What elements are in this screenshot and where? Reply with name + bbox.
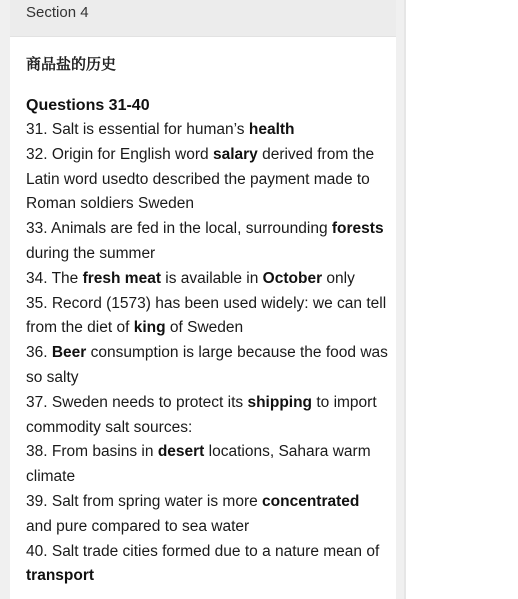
question-text: only (322, 269, 355, 287)
question-item (26, 440, 388, 490)
question-item (26, 391, 388, 441)
question-item (26, 540, 388, 590)
question-text: derived from the Latin word usedto described the payment made to Roman soldiers Sweden (26, 145, 375, 213)
question-text: 38. From basins in (26, 443, 158, 461)
section-title: Section 4 (26, 4, 89, 21)
question-text: during the summer (26, 244, 156, 262)
question-text: and pure compared to sea water (26, 517, 250, 535)
answer-keyword: Beer (51, 344, 87, 362)
answer-keyword: king (133, 319, 166, 337)
question-text: 36. (26, 344, 52, 362)
question-text: 31. Salt is essential for human’s (26, 121, 249, 138)
question-item (26, 341, 388, 391)
question-text: 34. The (26, 269, 83, 287)
question-text: 39. Salt from spring water is more (26, 492, 263, 510)
question-content (26, 52, 388, 589)
question-item (26, 267, 388, 292)
question-text: consumption is large because the food was so salty (26, 344, 388, 386)
question-text: to import commodity salt sources: (26, 393, 377, 436)
question-item (26, 118, 388, 143)
question-text: 40. Salt trade cities formed due to a nature mean of (26, 542, 380, 560)
answer-keyword: salary (212, 145, 258, 163)
question-text: 35. Record (1573) has been used widely: we can tell from the diet of (26, 294, 387, 337)
question-item (26, 217, 388, 267)
section-header (10, 0, 396, 37)
right-pane (406, 0, 518, 599)
answer-keyword: fresh meat (82, 269, 161, 287)
answer-keyword: shipping (247, 393, 313, 411)
question-text: is available in (161, 269, 263, 287)
answer-keyword: October (262, 269, 323, 287)
question-text: 37. Sweden needs to protect its (26, 393, 248, 411)
question-item (26, 292, 388, 342)
question-text: 32. Origin for English word (26, 145, 213, 163)
question-item (26, 143, 388, 217)
answer-keyword: concentrated (262, 492, 360, 510)
answer-keyword: transport (26, 567, 95, 585)
answer-keyword: health (248, 121, 295, 138)
questions-heading: Questions 31-40 (26, 97, 150, 114)
question-item (26, 490, 388, 540)
question-text: locations, Sahara warm climate (26, 443, 371, 486)
question-text: 33. Animals are fed in the local, surrounding (26, 220, 332, 238)
answer-keyword: desert (157, 443, 205, 461)
passage-subtitle: 商品盐的历史 (26, 55, 117, 73)
answer-keyword: forests (331, 220, 384, 238)
question-text: of Sweden (165, 319, 244, 337)
